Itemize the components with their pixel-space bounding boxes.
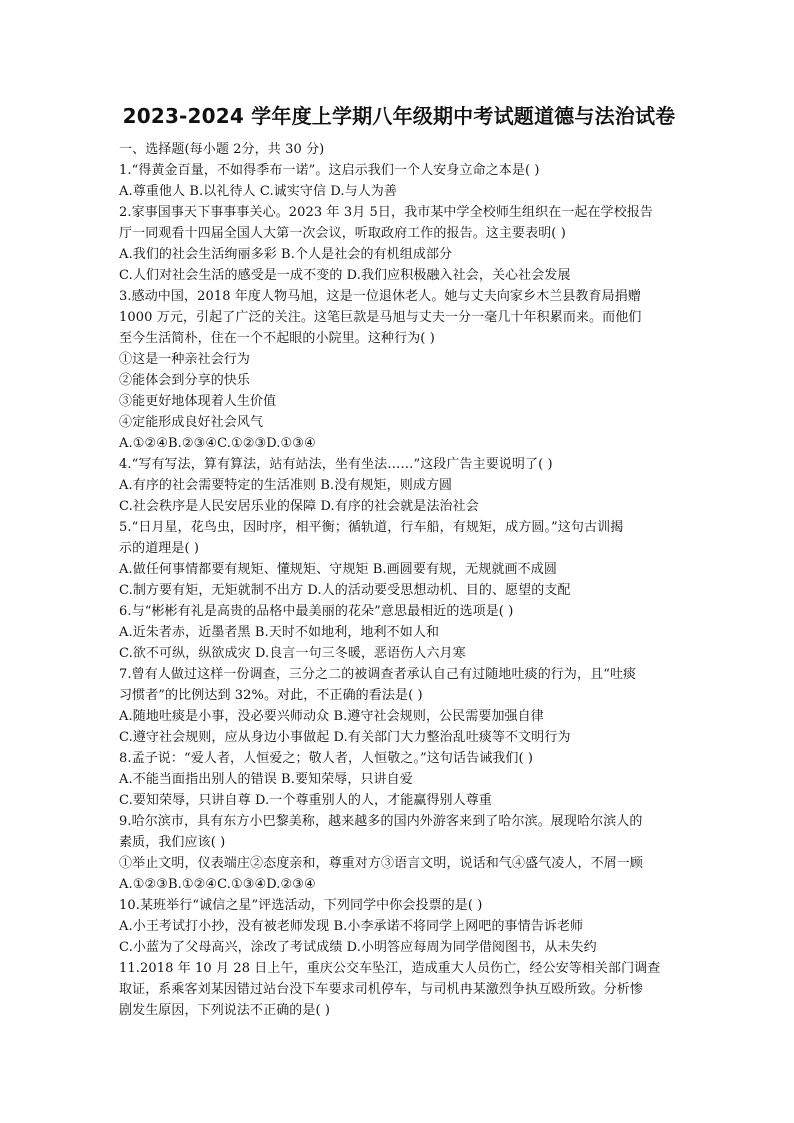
- text-line: C.人们对社会生活的感受是一成不变的 D.我们应积极融入社会，关心社会发展: [119, 268, 571, 283]
- text-line: A.近朱者赤，近墨者黑 B.天时不如地利，地利不如人和: [119, 625, 440, 640]
- text-line: 一、选择题(每小题 2分，共 30 分): [119, 142, 325, 157]
- text-line: C.欲不可纵，纵欲成灾 D.良言一句三冬暖，恶语伤人六月寒: [119, 646, 466, 661]
- text-line: A.不能当面指出别人的错误 B.要知荣辱，只讲自爱: [119, 772, 413, 787]
- text-line: A.尊重他人 B.以礼待人 C.诚实守信 D.与人为善: [119, 184, 398, 199]
- text-line: 9.哈尔滨市，具有东方小巴黎美称，越来越多的国内外游客来到了哈尔滨。展现哈尔滨人的: [119, 814, 643, 829]
- text-line: 取证，系乘客刘某因错过站台没下车要求司机停车，与司机冉某激烈争执互殴所致。分析惨: [119, 982, 644, 997]
- text-line: ①这是一种亲社会行为: [119, 352, 251, 367]
- text-line: 习惯者”的比例达到 32%。对此，不正确的看法是( ): [119, 688, 423, 703]
- text-line: 7.曾有人做过这样一份调查，三分之二的被调查者承认自己有过随地吐痰的行为，且“吐痰: [119, 667, 637, 682]
- text-line: 8.孟子说：“爱人者，人恒爱之；敬人者，人恒敬之。”这句话告诫我们( ): [119, 751, 534, 766]
- text-line: 厅一同观看十四届全国人大第一次会议，听取政府工作的报告。这主要表明( ): [119, 226, 566, 241]
- text-line: 素质，我们应该( ): [119, 835, 226, 850]
- text-line: A.有序的社会需要特定的生活准则 B.没有规矩，则成方圆: [119, 478, 453, 493]
- text-line: A.①②④B.②③④C.①②③D.①③④: [119, 436, 316, 451]
- text-line: 4.“写有写法，算有算法，站有站法，坐有坐法……”这段广告主要说明了( ): [119, 457, 553, 472]
- question-text-block: [119, 139, 679, 1021]
- text-line: C.小蓝为了父母高兴，涂改了考试成绩 D.小明答应每周为同学借阅图书，从未失约: [119, 940, 597, 955]
- text-line: A.①②③B.①②④C.①③④D.②③④: [119, 877, 316, 892]
- text-line: ④定能形成良好社会风气: [119, 415, 264, 430]
- text-line: C.遵守社会规则，应从身边小事做起 D.有关部门大力整治乱吐痰等不文明行为: [119, 730, 571, 745]
- text-line: A.我们的社会生活绚丽多彩 B.个人是社会的有机组成部分: [119, 247, 453, 262]
- text-line: 3.感动中国，2018 年度人物马旭，这是一位退休老人。她与丈夫向家乡木兰县教育局捐赠: [119, 289, 641, 304]
- text-line: 6.与“彬彬有礼是高贵的品格中最美丽的花朵”意思最相近的选项是( ): [119, 604, 514, 619]
- text-line: 5.“日月星，花鸟虫，因时序，相平衡；循轨道，行车船，有规矩，成方圆。”这句古训揭: [119, 520, 624, 535]
- text-line: 1000 万元，引起了广泛的关注。这笔巨款是马旭与丈夫一分一毫几十年积累而来。而他们: [119, 310, 642, 325]
- exam-paper: [119, 101, 679, 1021]
- text-line: 11.2018 年 10 月 28 日上午，重庆公交车坠江，造成重大人员伤亡，经公安等相关部门调查: [119, 961, 661, 976]
- exam-title: 2023-2024 学年度上学期八年级期中考试题道德与法治试卷: [122, 104, 676, 128]
- text-line: 示的道理是( ): [119, 541, 200, 556]
- text-line: C.制方要有矩，无矩就制不出方 D.人的活动要受思想动机、目的、愿望的支配: [119, 583, 571, 598]
- text-line: A.随地吐痰是小事，没必要兴师动众 B.遵守社会规则，公民需要加强自律: [119, 709, 544, 724]
- text-line: 2.家事国事天下事事事关心。2023 年 3月 5日，我市某中学全校师生组织在一起在学校报告: [119, 205, 654, 220]
- text-line: A.做任何事情都要有规矩、懂规矩、守规矩 B.画圆要有规，无规就画不成圆: [119, 562, 557, 577]
- text-line: 1.“得黄金百量，不如得季布一诺”。这启示我们一个人安身立命之本是( ): [119, 163, 540, 178]
- text-line: 至今生活简朴，住在一个不起眼的小院里。这种行为( ): [119, 331, 435, 346]
- text-line: A.小王考试打小抄，没有被老师发现 B.小李承诺不将同学上网吧的事情告诉老师: [119, 919, 584, 934]
- text-line: ③能更好地体现着人生价值: [119, 394, 277, 409]
- text-line: ①举止文明，仪表端庄②态度亲和，尊重对方③语言文明，说话和气④盛气凌人，不屑一顾: [119, 856, 644, 871]
- text-line: C.社会秩序是人民安居乐业的保障 D.有序的社会就是法治社会: [119, 499, 479, 514]
- text-line: 10.某班举行“诚信之星”评选活动，下列同学中你会投票的是( ): [119, 898, 483, 913]
- text-line: C.要知荣辱，只讲自尊 D.一个尊重别人的人，才能赢得别人尊重: [119, 793, 492, 808]
- text-line: 剧发生原因，下列说法不正确的是( ): [119, 1003, 331, 1018]
- text-line: ②能体会到分享的快乐: [119, 373, 251, 388]
